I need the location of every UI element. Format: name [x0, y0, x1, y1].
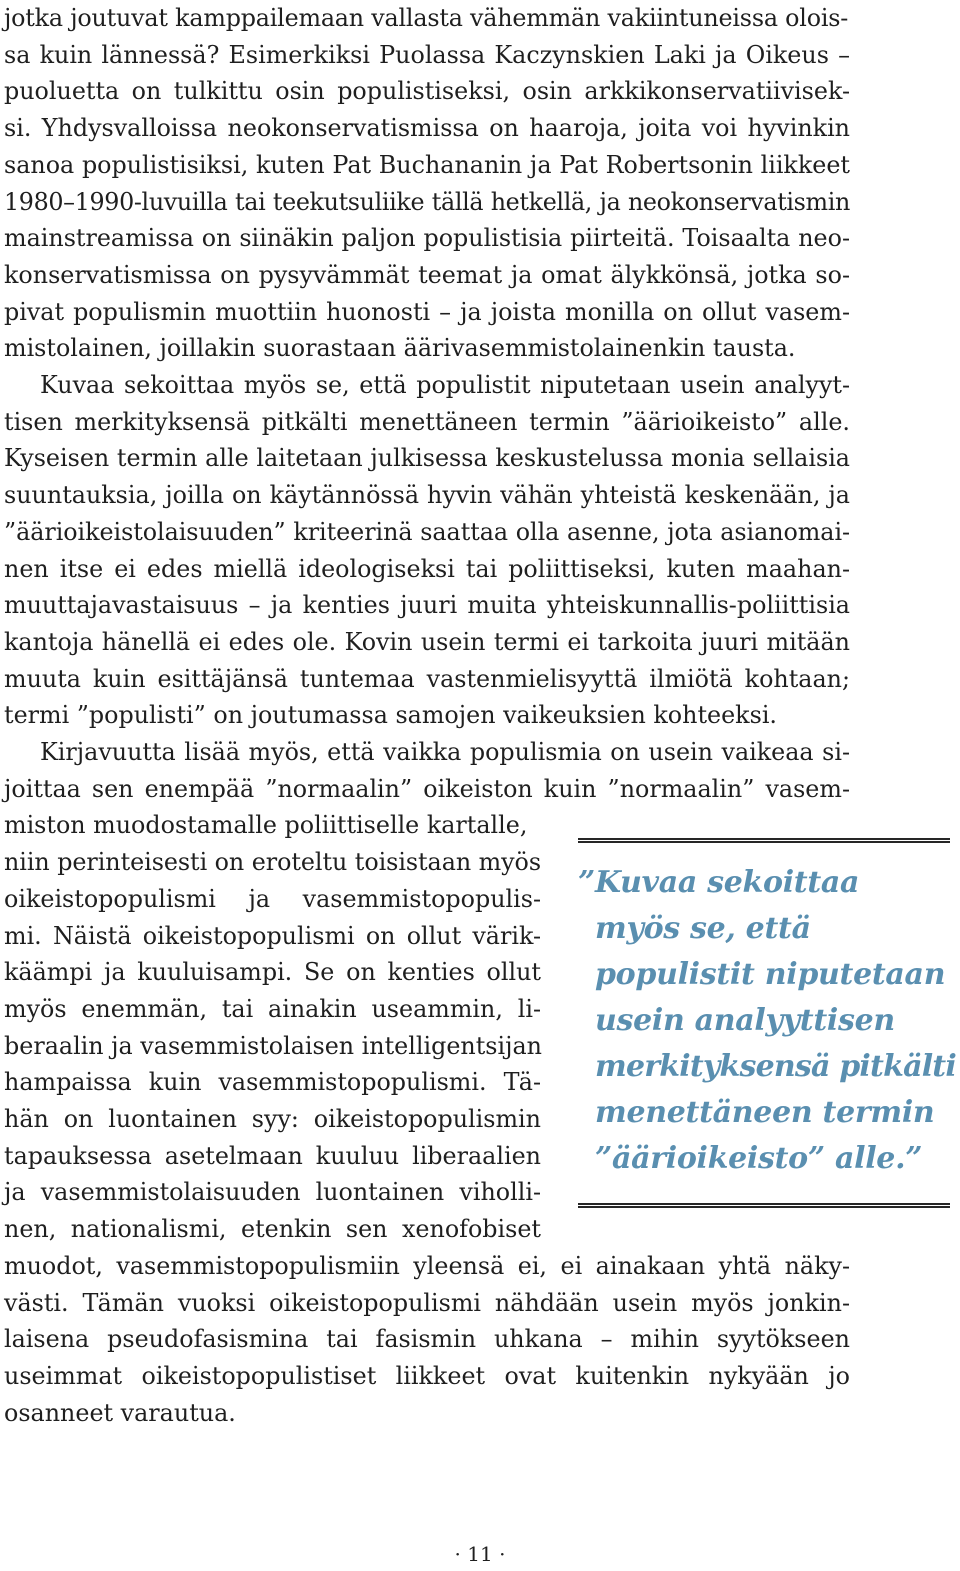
body-line-32: tapauksessa asetelmaan kuuluu liberaalien — [4, 1141, 541, 1170]
body-line-39: osanneet varautua. — [4, 1398, 236, 1427]
body-line-27: käämpi ja kuuluisampi. Se on kenties ollut — [4, 958, 541, 987]
pull-quote-bottom-rule — [578, 1203, 950, 1208]
body-line-36: västi. Tämän vuoksi oikeistopopulismi nähdään usein myös jonkin- — [4, 1288, 850, 1317]
body-line-19: muuta kuin esittäjänsä tuntemaa vastenmielisyyttä ilmiötä kohtaan; — [4, 664, 850, 693]
body-line-33: ja vasemmistolaisuuden luontainen viholli- — [4, 1178, 541, 1207]
body-line-24: niin perinteisesti on eroteltu toisistaan myös — [4, 848, 541, 877]
body-line-12: tisen merkityksensä pitkälti menettäneen termin ”äärioikeisto” alle. — [4, 407, 850, 436]
body-line-1: jotka joutuvat kamppailemaan vallasta vähemmän vakiintuneissa olois- — [4, 4, 849, 32]
body-line-8: konservatismissa on pysyvämmät teemat ja omat älykkönsä, jotka so- — [4, 260, 850, 289]
body-line-2: sa kuin lännessä? Esimerkiksi Puolassa Kaczynskien Laki ja Oikeus – — [4, 40, 850, 69]
body-line-38: useimmat oikeistopopulistiset liikkeet ovat kuitenkin nykyään jo — [4, 1361, 850, 1390]
body-line-15: ”äärioikeistolaisuuden” kriteerinä saattaa olla asenne, jota asianomai- — [4, 517, 850, 546]
body-line-22: joittaa sen enempää ”normaalin” oikeiston kuin ”normaalin” vasem- — [4, 774, 850, 803]
body-line-31: hän on luontainen syy: oikeistopopulismin — [4, 1105, 541, 1133]
body-line-26: mi. Näistä oikeistopopulismi on ollut värik- — [4, 921, 541, 950]
body-line-30: hampaissa kuin vasemmistopopulismi. Tä- — [4, 1068, 541, 1097]
pull-quote-line-4: usein analyyttisen — [595, 1003, 895, 1038]
body-line-9: pivat populismin muottiin huonosti – ja joista monilla on ollut vasem- — [4, 297, 850, 326]
pull-quote-line-6: menettäneen termin — [595, 1095, 935, 1130]
body-line-25: oikeistopopulismi ja vasemmistopopulis- — [4, 884, 541, 913]
body-line-29: beraalin ja vasemmistolaisen intelligentsijan — [4, 1031, 543, 1060]
body-line-20: termi ”populisti” on joutumassa samojen vaikeuksien kohteeksi. — [4, 701, 777, 730]
body-line-23: miston muodostamalle poliittiselle kartalle, — [4, 811, 528, 840]
body-line-7: mainstreamissa on siinäkin paljon populistisia piirteitä. Toisaalta neo- — [4, 224, 850, 253]
body-line-35: muodot, vasemmistopopulismiin yleensä ei, ei ainakaan yhtä näky- — [4, 1251, 850, 1280]
body-line-37: laisena pseudofasismina tai fasismin uhkana – mihin syytökseen — [4, 1325, 850, 1354]
body-line-18: kantoja hänellä ei edes ole. Kovin usein termi ei tarkoita juuri mitään — [4, 627, 850, 656]
pull-quote-line-5: merkityksensä pitkälti — [595, 1049, 956, 1084]
pull-quote-top-rule — [578, 838, 950, 843]
body-line-34: nen, nationalismi, etenkin sen xenofobiset — [4, 1215, 541, 1244]
pull-quote-line-2: myös se, että — [595, 911, 811, 946]
body-line-17: muuttajavastaisuus – ja kenties juuri muita yhteiskunnallis-poliittisia — [4, 591, 850, 620]
body-line-16: nen itse ei edes miellä ideologiseksi tai poliittiseksi, kuten maahan- — [4, 554, 850, 583]
body-line-14: suuntauksia, joilla on käytännössä hyvin vähän yhteistä keskenään, ja — [4, 481, 850, 510]
body-line-10: mistolainen, joillakin suorastaan äärivasemmistolainenkin tausta. — [4, 334, 796, 363]
body-line-3: puoluetta on tulkittu osin populistiseksi, osin arkkikonservatiivisek- — [4, 77, 850, 106]
body-line-4: si. Yhdysvalloissa neokonservatismissa on haaroja, joita voi hyvinkin — [4, 114, 850, 143]
body-line-11: Kuvaa sekoittaa myös se, että populistit niputetaan usein analyyt- — [40, 371, 850, 399]
body-line-28: myös enemmän, tai ainakin useammin, li- — [4, 994, 541, 1023]
body-line-5: sanoa populistisiksi, kuten Pat Buchananin ja Pat Robertsonin liikkeet — [4, 150, 850, 179]
page-number: · 11 · — [454, 1542, 506, 1566]
pull-quote-line-7: ”äärioikeisto” alle.” — [595, 1141, 923, 1176]
body-line-6: 1980–1990-luvuilla tai teekutsuliike tällä hetkellä, ja neokonservatismin — [4, 187, 850, 216]
pull-quote — [578, 838, 956, 1210]
pull-quote-line-3: populistit niputetaan — [595, 957, 946, 992]
pull-quote-line-1: ”Kuvaa sekoittaa — [578, 865, 860, 900]
body-line-21: Kirjavuutta lisää myös, että vaikka populismia on usein vaikeaa si- — [40, 738, 850, 766]
body-line-13: Kyseisen termin alle laitetaan julkisessa keskustelussa monia sellaisia — [4, 444, 850, 473]
